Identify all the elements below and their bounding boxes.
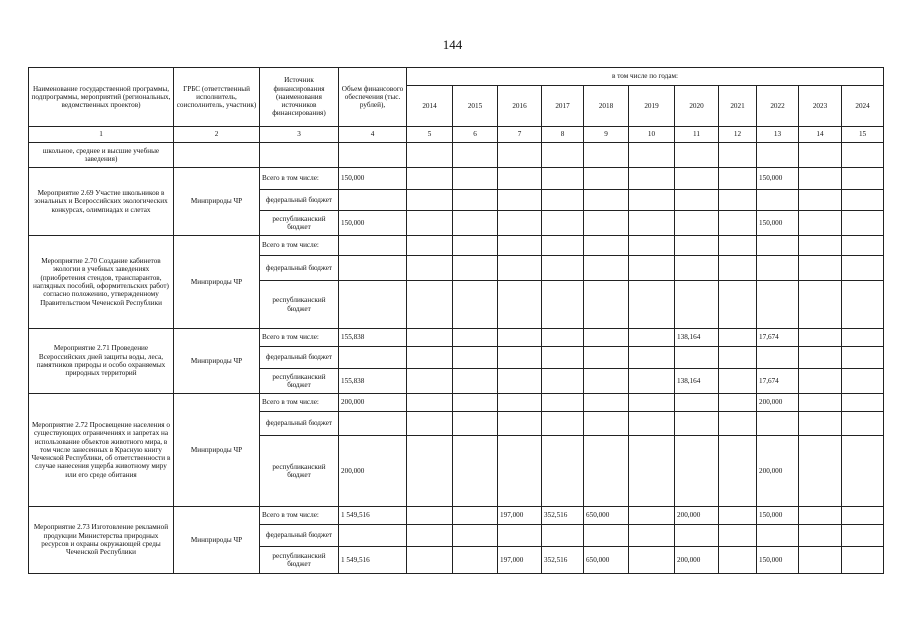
total-value: [339, 236, 407, 256]
funding-source: Всего в том числе:: [260, 394, 339, 412]
year-value: [675, 211, 719, 236]
year-value: [719, 236, 757, 256]
year-value: [799, 281, 842, 329]
year-value: 138,164: [675, 369, 719, 394]
year-value: [799, 190, 842, 211]
total-value: 150,000: [339, 168, 407, 190]
year-value: [719, 329, 757, 347]
year-value: [542, 347, 584, 369]
year-value: [498, 329, 542, 347]
year-value: [629, 507, 675, 525]
year-value: 150,000: [757, 211, 799, 236]
year-value: 17,674: [757, 329, 799, 347]
column-number: 10: [629, 127, 675, 143]
column-number: 2: [174, 127, 260, 143]
total-value: 155,838: [339, 369, 407, 394]
year-value: [498, 525, 542, 547]
year-value: [842, 281, 884, 329]
total-value: 155,838: [339, 329, 407, 347]
year-value: [842, 256, 884, 281]
funding-source: Всего в том числе:: [260, 329, 339, 347]
year-value: [719, 547, 757, 574]
total-value: [339, 347, 407, 369]
column-number: 12: [719, 127, 757, 143]
year-value: [498, 236, 542, 256]
year-value: [757, 236, 799, 256]
funding-source: республиканский бюджет: [260, 369, 339, 394]
year-value: [542, 436, 584, 507]
year-value: [498, 394, 542, 412]
column-number: 6: [453, 127, 498, 143]
year-value: 352,516: [542, 507, 584, 525]
funding-source: Всего в том числе:: [260, 507, 339, 525]
year-header: 2021: [719, 86, 757, 127]
year-value: [584, 168, 629, 190]
year-value: [584, 347, 629, 369]
year-value: 200,000: [757, 394, 799, 412]
year-value: 650,000: [584, 507, 629, 525]
total-value: [339, 190, 407, 211]
year-value: [799, 525, 842, 547]
year-value: [675, 412, 719, 436]
year-value: [799, 256, 842, 281]
funding-source: федеральный бюджет: [260, 347, 339, 369]
year-value: [453, 547, 498, 574]
year-value: [842, 190, 884, 211]
year-value: [629, 347, 675, 369]
year-value: [407, 507, 453, 525]
funding-source: федеральный бюджет: [260, 190, 339, 211]
table-row: [29, 329, 884, 347]
header-years-group: в том числе по годам:: [407, 68, 884, 86]
column-number: 7: [498, 127, 542, 143]
total-value: 150,000: [339, 211, 407, 236]
year-value: [799, 168, 842, 190]
total-value: [339, 256, 407, 281]
grbs-cell: Минприроды ЧР: [174, 236, 260, 329]
year-value: [584, 190, 629, 211]
year-value: [407, 211, 453, 236]
funding-source: федеральный бюджет: [260, 256, 339, 281]
year-value: 650,000: [584, 547, 629, 574]
funding-source: Всего в том числе:: [260, 168, 339, 190]
year-value: [629, 547, 675, 574]
year-value: [584, 236, 629, 256]
year-value: [799, 236, 842, 256]
year-value: 138,164: [675, 329, 719, 347]
year-value: [542, 394, 584, 412]
year-value: [675, 236, 719, 256]
year-value: [584, 256, 629, 281]
year-value: [799, 412, 842, 436]
continuation-text: школьное, среднее и высшие учебные заведения): [29, 143, 174, 168]
year-value: [799, 436, 842, 507]
year-value: [498, 369, 542, 394]
year-value: [584, 281, 629, 329]
column-number: 1: [29, 127, 174, 143]
table-row: [29, 168, 884, 190]
header-grbs: ГРБС (ответственный исполнитель, соисполнитель, участник): [174, 68, 260, 127]
column-number: 13: [757, 127, 799, 143]
year-value: [407, 436, 453, 507]
total-value: [339, 281, 407, 329]
year-value: [453, 507, 498, 525]
year-value: [757, 190, 799, 211]
year-value: [719, 190, 757, 211]
grbs-cell: Минприроды ЧР: [174, 329, 260, 394]
column-number: 4: [339, 127, 407, 143]
year-value: [629, 190, 675, 211]
year-value: [757, 256, 799, 281]
year-header: 2019: [629, 86, 675, 127]
year-value: [675, 347, 719, 369]
total-value: 200,000: [339, 436, 407, 507]
column-number: 3: [260, 127, 339, 143]
year-value: [407, 394, 453, 412]
year-value: 150,000: [757, 547, 799, 574]
year-value: [453, 190, 498, 211]
year-value: [407, 329, 453, 347]
year-value: [498, 168, 542, 190]
header-source: Источник финансирования (наименования источников финансирования): [260, 68, 339, 127]
table-row: [29, 236, 884, 256]
year-value: 200,000: [675, 507, 719, 525]
year-value: [799, 329, 842, 347]
column-number: 15: [842, 127, 884, 143]
year-value: [407, 547, 453, 574]
year-value: [542, 369, 584, 394]
column-number: 5: [407, 127, 453, 143]
year-value: 17,674: [757, 369, 799, 394]
year-value: [675, 394, 719, 412]
year-value: [542, 236, 584, 256]
grbs-cell: Минприроды ЧР: [174, 168, 260, 236]
year-value: [842, 436, 884, 507]
year-value: [629, 236, 675, 256]
year-value: 200,000: [757, 436, 799, 507]
year-value: [584, 394, 629, 412]
year-value: [675, 436, 719, 507]
year-value: [584, 329, 629, 347]
year-value: [757, 347, 799, 369]
year-value: [498, 211, 542, 236]
year-value: [799, 369, 842, 394]
page-number: 144: [442, 37, 463, 52]
year-value: [498, 436, 542, 507]
year-value: [542, 281, 584, 329]
year-value: 197,000: [498, 507, 542, 525]
year-value: [629, 412, 675, 436]
funding-source: федеральный бюджет: [260, 412, 339, 436]
year-value: [629, 256, 675, 281]
year-value: [842, 547, 884, 574]
year-value: [407, 412, 453, 436]
funding-source: федеральный бюджет: [260, 525, 339, 547]
header-volume: Объем финансового обеспечения (тыс. рублей),: [339, 68, 407, 127]
year-value: [629, 525, 675, 547]
total-value: [339, 525, 407, 547]
year-value: [675, 190, 719, 211]
total-value: [339, 412, 407, 436]
year-value: [584, 525, 629, 547]
year-value: [719, 168, 757, 190]
table-row: [29, 394, 884, 412]
year-value: [584, 436, 629, 507]
year-header: 2017: [542, 86, 584, 127]
year-value: [842, 369, 884, 394]
year-value: [542, 256, 584, 281]
year-value: [498, 347, 542, 369]
activity-name: Мероприятие 2.69 Участие школьников в зональных и Всероссийских экологических конкурсах, олимпиадах и слетах: [29, 168, 174, 236]
year-value: [719, 507, 757, 525]
year-header: 2024: [842, 86, 884, 127]
year-value: [719, 211, 757, 236]
year-value: [542, 525, 584, 547]
year-header: 2022: [757, 86, 799, 127]
funding-source: республиканский бюджет: [260, 436, 339, 507]
year-value: [842, 412, 884, 436]
year-value: [453, 436, 498, 507]
year-value: [719, 412, 757, 436]
year-value: [453, 525, 498, 547]
year-value: [542, 168, 584, 190]
year-value: [453, 236, 498, 256]
year-value: [407, 236, 453, 256]
year-value: [542, 329, 584, 347]
table-row: [29, 507, 884, 525]
year-value: [498, 190, 542, 211]
year-value: [842, 168, 884, 190]
year-value: [407, 190, 453, 211]
year-value: [757, 281, 799, 329]
year-value: [629, 394, 675, 412]
year-value: [629, 281, 675, 329]
year-value: [584, 369, 629, 394]
year-value: [629, 168, 675, 190]
grbs-cell: Минприроды ЧР: [174, 507, 260, 574]
column-number: 14: [799, 127, 842, 143]
year-value: 197,000: [498, 547, 542, 574]
year-value: [675, 281, 719, 329]
year-value: [453, 412, 498, 436]
year-value: 352,516: [542, 547, 584, 574]
column-number: 11: [675, 127, 719, 143]
year-value: [675, 525, 719, 547]
year-value: [453, 168, 498, 190]
column-number: 8: [542, 127, 584, 143]
year-value: [842, 347, 884, 369]
year-value: [757, 412, 799, 436]
year-value: [799, 507, 842, 525]
year-header: 2016: [498, 86, 542, 127]
year-value: [407, 281, 453, 329]
year-value: [584, 412, 629, 436]
budget-table: [28, 67, 884, 574]
activity-name: Мероприятие 2.73 Изготовление рекламной продукции Министерства природных ресурсов и охраны окружающей среды Чеченской Республики: [29, 507, 174, 574]
funding-source: республиканский бюджет: [260, 211, 339, 236]
year-value: [757, 525, 799, 547]
year-value: [675, 256, 719, 281]
year-value: [498, 256, 542, 281]
year-value: [407, 347, 453, 369]
year-value: [542, 412, 584, 436]
year-value: [407, 168, 453, 190]
year-value: 150,000: [757, 168, 799, 190]
year-value: [675, 168, 719, 190]
year-value: [407, 369, 453, 394]
funding-source: Всего в том числе:: [260, 236, 339, 256]
year-value: [842, 507, 884, 525]
year-value: [453, 256, 498, 281]
year-value: [407, 525, 453, 547]
year-value: [498, 281, 542, 329]
activity-name: Мероприятие 2.70 Создание кабинетов экологии в учебных заведениях (приобретения стендов, транспарантов, наглядных пособий, оформительских работ) согласно положению, утвержденному Правительством Чеченской Республики: [29, 236, 174, 329]
year-header: 2015: [453, 86, 498, 127]
grbs-cell: Минприроды ЧР: [174, 394, 260, 507]
year-value: [453, 281, 498, 329]
year-value: [719, 436, 757, 507]
year-value: [799, 547, 842, 574]
year-value: [629, 211, 675, 236]
year-value: [584, 211, 629, 236]
year-value: [407, 256, 453, 281]
year-value: 150,000: [757, 507, 799, 525]
year-value: [453, 369, 498, 394]
year-value: [842, 329, 884, 347]
year-value: [719, 281, 757, 329]
year-value: [719, 394, 757, 412]
year-value: [629, 329, 675, 347]
column-number: 9: [584, 127, 629, 143]
year-value: [842, 211, 884, 236]
funding-source: республиканский бюджет: [260, 547, 339, 574]
year-value: [842, 236, 884, 256]
year-value: [719, 347, 757, 369]
total-value: 1 549,516: [339, 507, 407, 525]
year-value: 200,000: [675, 547, 719, 574]
year-header: 2020: [675, 86, 719, 127]
activity-name: Мероприятие 2.71 Проведение Всероссийских дней защиты воды, леса, памятников природы и особо охраняемых природных территорий: [29, 329, 174, 394]
year-header: 2023: [799, 86, 842, 127]
year-value: [453, 347, 498, 369]
year-value: [719, 525, 757, 547]
year-value: [719, 369, 757, 394]
year-value: [542, 190, 584, 211]
total-value: 200,000: [339, 394, 407, 412]
total-value: 1 549,516: [339, 547, 407, 574]
year-value: [629, 369, 675, 394]
year-value: [842, 525, 884, 547]
year-value: [453, 394, 498, 412]
year-value: [799, 347, 842, 369]
funding-source: республиканский бюджет: [260, 281, 339, 329]
header-name: Наименование государственной программы, подпрограммы, мероприятий (региональных, ведомственных проектов): [29, 68, 174, 127]
year-value: [542, 211, 584, 236]
activity-name: Мероприятие 2.72 Просвещение населения о существующих ограничениях и запретах на использование объектов животного мира, в том числе занесенных в Красную книгу Чеченской Республики, об ответственности в случае нанесения ущерба животному миру или его среде обитания: [29, 394, 174, 507]
year-value: [453, 211, 498, 236]
year-header: 2018: [584, 86, 629, 127]
year-value: [719, 256, 757, 281]
year-header: 2014: [407, 86, 453, 127]
year-value: [629, 436, 675, 507]
year-value: [799, 394, 842, 412]
year-value: [842, 394, 884, 412]
year-value: [498, 412, 542, 436]
year-value: [453, 329, 498, 347]
year-value: [799, 211, 842, 236]
